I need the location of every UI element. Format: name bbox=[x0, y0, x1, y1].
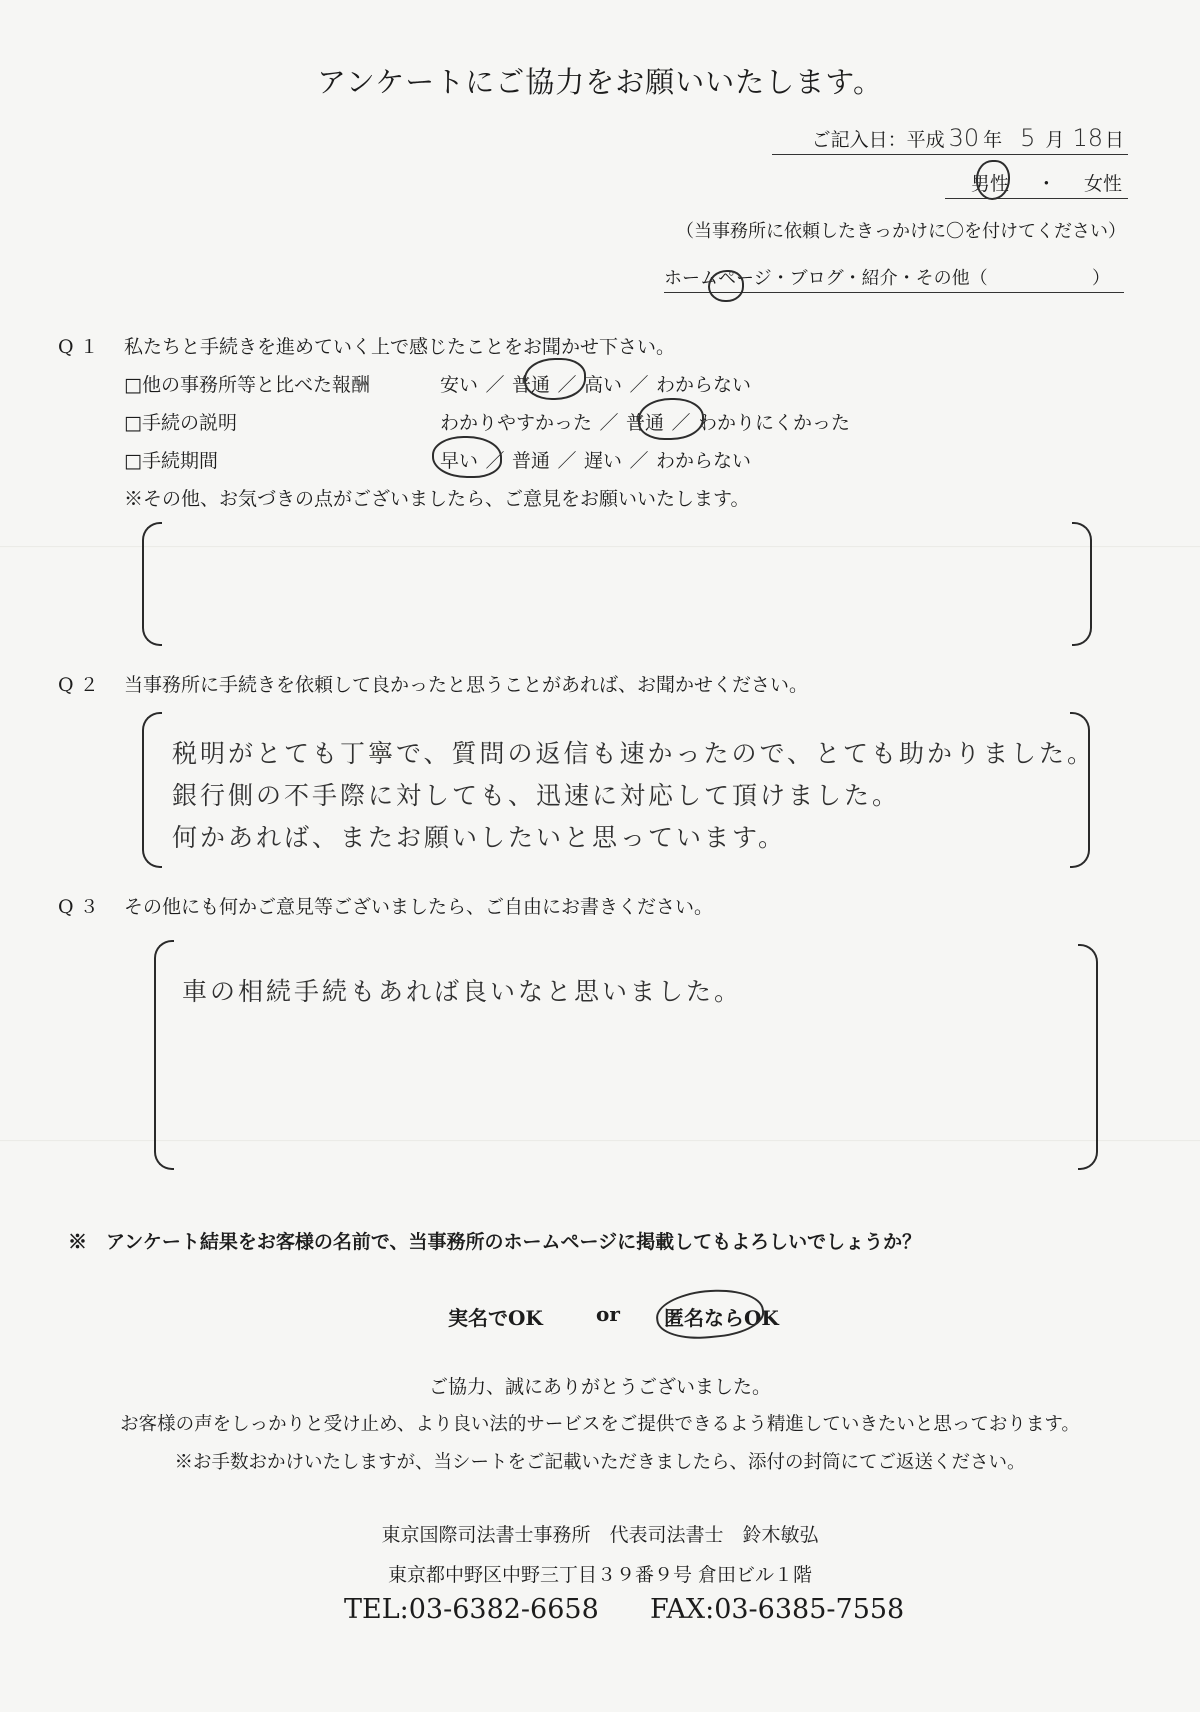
publish-option-anonymous: 匿名ならOK bbox=[664, 1306, 779, 1330]
choice: 遅い bbox=[584, 450, 623, 472]
choice: 普通 bbox=[626, 412, 665, 434]
choice: 安い bbox=[440, 374, 479, 396]
q2-answer-line-2: 銀行側の不手際に対しても、迅速に対応して頂けました。 bbox=[172, 781, 901, 810]
q1-row-period-choices: 早い ／ 普通 ／ 遅い ／ わからない bbox=[440, 450, 752, 472]
closing-return-note: ※お手数おかけいたしますが、当シートをご記載いただきましたら、添付の封筒にてご返送ください。 bbox=[174, 1452, 1026, 1473]
entry-date-year: 30 bbox=[948, 124, 980, 152]
entry-date-year-unit: 年 bbox=[983, 129, 1003, 151]
q1-answer-bracket-left bbox=[142, 522, 162, 646]
publish-option-real-name: 実名でOK bbox=[448, 1306, 543, 1330]
q1-note: ※その他、お気づきの点がございましたら、ご意見をお願いいたします。 bbox=[124, 488, 750, 510]
q3-answer-line-1: 車の相続手続もあれば良いなと思いました。 bbox=[182, 977, 743, 1006]
q3-question: その他にも何かご意見等ございましたら、ご自由にお書きください。 bbox=[124, 896, 714, 918]
q2-number: Q２ bbox=[58, 674, 105, 696]
closing-thanks: ご協力、誠にありがとうございました。 bbox=[428, 1376, 771, 1398]
entry-date-label: ご記入日：平成 bbox=[811, 129, 945, 151]
q2-answer-bracket-left bbox=[142, 712, 162, 868]
referral-options-text: ホームページ・ブログ・紹介・その他（ bbox=[664, 268, 988, 289]
gender-separator: ・ bbox=[1036, 173, 1056, 195]
q3-answer-bracket-right bbox=[1078, 944, 1098, 1170]
office-name: 東京国際司法書士事務所 代表司法書士 鈴木敏弘 bbox=[381, 1524, 819, 1546]
q2-question: 当事務所に手続きを依頼して良かったと思うことがあれば、お聞かせください。 bbox=[124, 674, 809, 696]
q1-answer-bracket-right bbox=[1072, 522, 1092, 646]
publish-or: or bbox=[596, 1302, 620, 1326]
q3-number: Q３ bbox=[58, 896, 105, 918]
q1-period-selection-circle bbox=[432, 436, 502, 478]
office-fax: FAX:03-6385-7558 bbox=[650, 1594, 905, 1625]
referral-close: ） bbox=[1092, 268, 1110, 289]
choice: わからない bbox=[656, 450, 752, 472]
q1-fee-selection-circle bbox=[524, 358, 586, 400]
choice: わかりにくかった bbox=[698, 412, 851, 434]
referral-selection-circle bbox=[708, 270, 744, 302]
entry-date-month: 5 bbox=[1020, 124, 1036, 152]
entry-date-day: 18 bbox=[1072, 124, 1103, 152]
choice: 早い bbox=[440, 450, 479, 472]
choice: 普通 bbox=[512, 374, 551, 396]
choice: 普通 bbox=[512, 450, 551, 472]
q1-row-period-label: □手続期間 bbox=[124, 450, 218, 472]
page-title: アンケートにご協力をお願いいたします。 bbox=[317, 65, 883, 99]
gender-male: 男性 bbox=[970, 173, 1009, 195]
choice: わからない bbox=[656, 374, 752, 396]
q2-answer-line-1: 税明がとても丁寧で、質問の返信も速かったので、とても助かりました。 bbox=[172, 739, 1096, 768]
paper-fold-line bbox=[0, 1140, 1200, 1142]
referral-instruction: （当事務所に依頼したきっかけに〇を付けてください） bbox=[676, 221, 1126, 242]
gender-female: 女性 bbox=[1083, 173, 1122, 195]
choice: 高い bbox=[584, 374, 623, 396]
office-tel: TEL:03-6382-6658 bbox=[344, 1594, 599, 1625]
q1-number: Q１ bbox=[58, 336, 105, 358]
publish-selection-circle bbox=[654, 1284, 766, 1343]
q1-explanation-selection-circle bbox=[638, 398, 704, 440]
q1-row-explanation-choices: わかりやすかった ／ 普通 ／ わかりにくかった bbox=[440, 412, 851, 434]
entry-date bbox=[772, 124, 1128, 155]
q1-row-fee-label: □他の事務所等と比べた報酬 bbox=[124, 374, 370, 396]
entry-date-month-unit: 月 bbox=[1045, 129, 1065, 151]
office-address: 東京都中野区中野三丁目３９番９号 倉田ビル１階 bbox=[387, 1564, 813, 1586]
choice: わかりやすかった bbox=[440, 412, 593, 434]
q1-row-fee-choices: 安い ／ 普通 ／ 高い ／ わからない bbox=[440, 374, 752, 396]
q1-row-explanation-label: □手続の説明 bbox=[124, 412, 237, 434]
entry-date-day-unit: 日 bbox=[1104, 129, 1124, 151]
q3-answer-bracket-left bbox=[154, 940, 174, 1170]
q2-answer-line-3: 何かあれば、またお願いしたいと思っています。 bbox=[172, 823, 787, 852]
closing-message: お客様の声をしっかりと受け止め、より良い法的サービスをご提供できるよう精進していきたいと思っております。 bbox=[120, 1414, 1080, 1435]
gender-field bbox=[945, 169, 1128, 199]
paper-fold-line bbox=[0, 546, 1200, 548]
publish-question: ※ アンケート結果をお客様の名前で、当事務所のホームページに掲載してもよろしいでしょうか？ bbox=[68, 1231, 922, 1253]
q1-question: 私たちと手続きを進めていく上で感じたことをお聞かせ下さい。 bbox=[124, 336, 676, 358]
